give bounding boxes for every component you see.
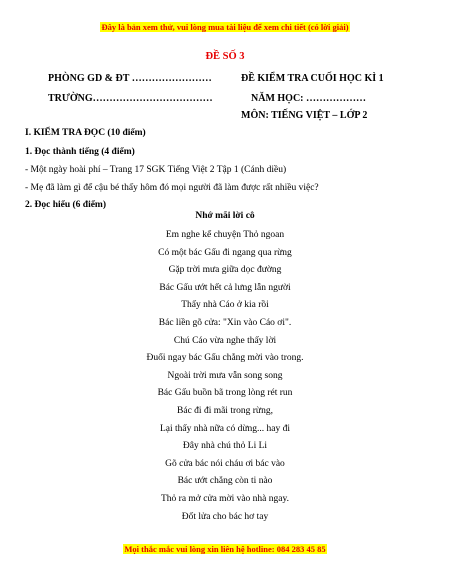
poem-line: Đuổi ngay bác Gấu chẳng mời vào trong. — [146, 353, 304, 364]
poem-line: Gặp trời mưa giữa dọc đường — [168, 265, 282, 276]
preview-banner-text: Đây là bản xem thử, vui lòng mua tài liệu để xem chi tiết (có lời giải) — [101, 22, 349, 32]
hotline-footer-text: Mọi thắc mắc vui lòng xin liên hệ hotline: 084 283 45 85 — [124, 544, 326, 554]
school-year-field: NĂM HỌC: ……………… — [251, 93, 366, 104]
poem-line: Lại thấy nhà nữa có dừng... hay đi — [159, 423, 291, 434]
poem-line: Bác liền gõ cửa: "Xin vào Cáo ơi". — [158, 317, 292, 328]
poem-line: Chú Cáo vừa nghe thấy lời — [173, 335, 277, 346]
task-line-1: - Một ngày hoài phí – Trang 17 SGK Tiếng Việt 2 Tập 1 (Cánh diều) — [25, 165, 287, 175]
poem-line: Thấy nhà Cáo ở kia rồi — [181, 300, 269, 311]
poem-body — [0, 227, 450, 526]
poem-line: Em nghe kể chuyện Thỏ ngoan — [165, 230, 285, 240]
preview-banner — [0, 22, 450, 32]
section-reading: I. KIỂM TRA ĐỌC (10 điểm) — [25, 128, 146, 138]
poem-line: Bác đi đi mãi trong rừng, — [177, 405, 273, 416]
hotline-footer — [0, 544, 450, 554]
subject-title: MÔN: TIẾNG VIỆT – LỚP 2 — [241, 110, 368, 121]
subsection-comprehension: 2. Đọc hiểu (6 điểm) — [25, 200, 107, 210]
poem-line: Thỏ ra mở cửa mời vào nhà ngay. — [160, 493, 289, 504]
exam-title: ĐỀ KIỂM TRA CUỐI HỌC KÌ 1 — [241, 73, 384, 84]
poem-line: Đây nhà chú thỏ Li Li — [182, 441, 268, 452]
poem-line: Bác ướt chẳng còn ti nào — [177, 476, 273, 487]
school-field: TRƯỜNG……………………………… — [48, 93, 213, 104]
poem-line: Có một bác Gấu đi ngang qua rừng — [158, 247, 292, 258]
department-field: PHÒNG GD & ĐT …………………… — [48, 73, 212, 84]
exam-number: ĐỀ SỐ 3 — [205, 51, 245, 62]
poem-title: Nhớ mãi lời cô — [195, 211, 255, 221]
poem-line: Bác Gấu buồn bã trong lòng rét run — [157, 388, 293, 399]
task-line-2: - Mẹ đã làm gì để cậu bé thấy hôm đó mọi người đã làm được rất nhiều việc? — [25, 183, 319, 193]
poem-line: Đốt lửa cho bác hơ tay — [181, 511, 269, 522]
poem-line: Gõ cửa bác nói cháu ơi bác vào — [165, 458, 285, 469]
subsection-read-aloud: 1. Đọc thành tiếng (4 điểm) — [25, 147, 135, 157]
poem-line: Ngoài trời mưa vẫn song song — [167, 370, 283, 381]
poem-line: Bác Gấu ướt hết cả lưng lẫn người — [159, 282, 291, 293]
